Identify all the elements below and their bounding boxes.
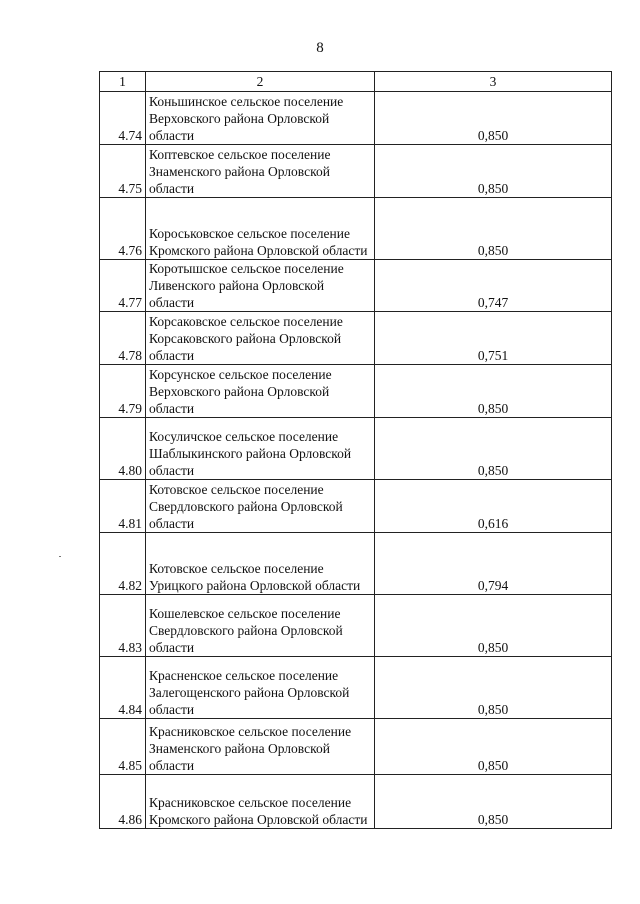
settlement-name: Кошелевское сельское поселение Свердловского района Орловской области — [146, 595, 375, 657]
settlement-name: Корсаковское сельское поселение Корсаковского района Орловской области — [146, 312, 375, 365]
table-row — [100, 418, 612, 480]
row-number: 4.83 — [100, 595, 146, 657]
settlement-name: Красненское сельское поселение Залегощенского района Орловской области — [146, 657, 375, 719]
coefficient-value: 0,794 — [375, 533, 612, 595]
row-number: 4.78 — [100, 312, 146, 365]
table-row — [100, 480, 612, 533]
table-row — [100, 198, 612, 260]
table-row — [100, 365, 612, 418]
coefficient-value: 0,850 — [375, 775, 612, 829]
coefficient-table — [99, 71, 612, 829]
coefficient-value: 0,850 — [375, 365, 612, 418]
table-row — [100, 533, 612, 595]
table-row — [100, 312, 612, 365]
column-header-2: 2 — [146, 72, 375, 92]
table-row — [100, 775, 612, 829]
row-number: 4.81 — [100, 480, 146, 533]
coefficient-value: 0,850 — [375, 595, 612, 657]
coefficient-value: 0,850 — [375, 657, 612, 719]
coefficient-value: 0,850 — [375, 92, 612, 145]
table-row — [100, 657, 612, 719]
row-number: 4.75 — [100, 145, 146, 198]
scan-speck — [59, 556, 61, 557]
row-number: 4.85 — [100, 719, 146, 775]
settlement-name: Корсунское сельское поселение Верховского района Орловской области — [146, 365, 375, 418]
row-number: 4.76 — [100, 198, 146, 260]
coefficient-value: 0,751 — [375, 312, 612, 365]
coefficient-value: 0,850 — [375, 719, 612, 775]
coefficient-value: 0,747 — [375, 260, 612, 312]
column-header-3: 3 — [375, 72, 612, 92]
table-row — [100, 719, 612, 775]
row-number: 4.80 — [100, 418, 146, 480]
row-number: 4.82 — [100, 533, 146, 595]
settlement-name: Красниковское сельское поселение Знаменского района Орловской области — [146, 719, 375, 775]
coefficient-value: 0,616 — [375, 480, 612, 533]
table-row — [100, 595, 612, 657]
row-number: 4.74 — [100, 92, 146, 145]
table-row — [100, 92, 612, 145]
row-number: 4.77 — [100, 260, 146, 312]
table-header-row — [100, 72, 612, 92]
settlement-name: Коптевское сельское поселение Знаменского района Орловской области — [146, 145, 375, 198]
settlement-name: Косуличское сельское поселение Шаблыкинского района Орловской области — [146, 418, 375, 480]
page-number: 8 — [316, 40, 324, 56]
settlement-name: Короськовское сельское поселение Кромского района Орловской области — [146, 198, 375, 260]
settlement-name: Коротышское сельское поселение Ливенского района Орловской области — [146, 260, 375, 312]
coefficient-value: 0,850 — [375, 418, 612, 480]
row-number: 4.79 — [100, 365, 146, 418]
table-row — [100, 145, 612, 198]
row-number: 4.86 — [100, 775, 146, 829]
coefficient-value: 0,850 — [375, 145, 612, 198]
settlement-name: Коньшинское сельское поселение Верховского района Орловской области — [146, 92, 375, 145]
column-header-1: 1 — [100, 72, 146, 92]
settlement-name: Котовское сельское поселение Урицкого района Орловской области — [146, 533, 375, 595]
settlement-name: Котовское сельское поселение Свердловского района Орловской области — [146, 480, 375, 533]
row-number: 4.84 — [100, 657, 146, 719]
settlement-name: Красниковское сельское поселение Кромского района Орловской области — [146, 775, 375, 829]
coefficient-value: 0,850 — [375, 198, 612, 260]
table-row — [100, 260, 612, 312]
